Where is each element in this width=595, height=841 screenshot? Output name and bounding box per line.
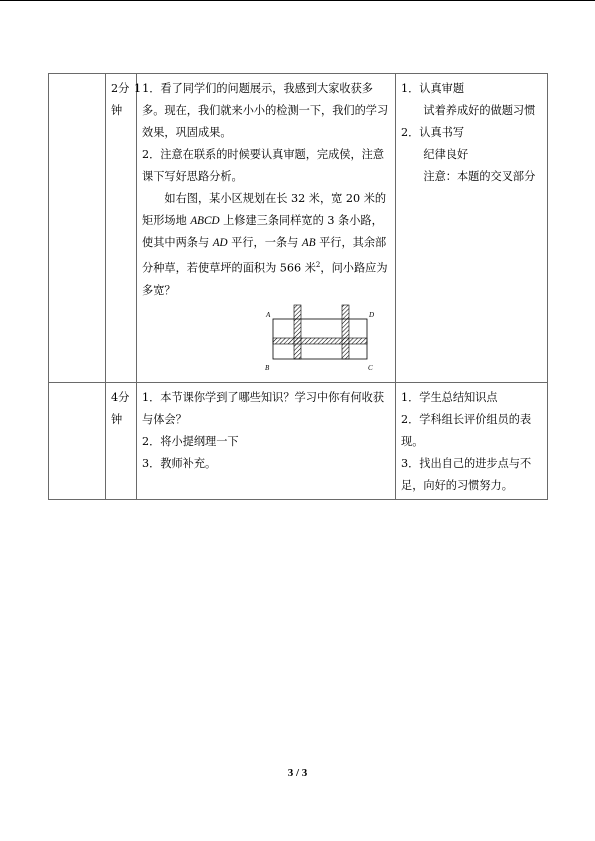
header-rule [0, 0, 595, 1]
practice-problem: 如右图，某小区规划在长 32 米，宽 20 米的矩形场地 ABCD 上修建三条同样宽的 3 条小路，使其中两条与 AD 平行，一条与 AB 平行，其余部分种草，若使草坪的面积为 566 米$^2$，问小路应为多宽？ [142, 192, 388, 297]
student-note: 1．认真审题 [401, 82, 465, 95]
vertex-label-d: D [369, 310, 374, 319]
vertical-path-right [342, 305, 349, 359]
teacher-step: 2．将小提纲理一下 [142, 434, 239, 448]
vertical-path-left [294, 305, 301, 359]
student-activity-cell [396, 74, 548, 383]
teacher-step-2: 2．注意在联系的时候要认真审题，完成侯，注意课下写好思路分析。 [142, 148, 385, 183]
time-cell [106, 74, 137, 383]
student-activity-cell [396, 382, 548, 499]
page-number: 3 / 3 [287, 767, 308, 779]
teacher-activity-cell [137, 382, 396, 499]
section-cell [49, 382, 106, 499]
lesson-plan-table [48, 73, 548, 500]
student-note: 2．学科组长评价组员的表现。 [401, 412, 532, 448]
student-note: 3．找出自己的进步点与不足，向好的习惯努力。 [401, 456, 532, 492]
teacher-step: 3．教师补充。 [142, 456, 217, 470]
teacher-step-1: 11．看了同学们的问题展示，我感到大家收获多多。现在，我们就来小小的检测一下，我们的学习效果，巩固成果。 [134, 82, 389, 139]
teacher-activity-cell [134, 74, 396, 383]
vertex-label-c: C [368, 363, 373, 372]
student-note: 试着养成好的做题习惯 [423, 104, 536, 117]
student-note: 注意：本题的交叉部分 [423, 170, 536, 183]
student-note: 1．学生总结知识点 [401, 390, 498, 404]
stray-mark: 1 [134, 82, 142, 95]
vertex-label-a: A [266, 310, 271, 319]
horizontal-path [273, 338, 367, 344]
time-cell [106, 382, 137, 499]
teacher-step: 1．本节课你学到了哪些知识？学习中你有何收获与体会？ [142, 390, 385, 426]
rectangle-path-figure [264, 304, 374, 372]
time-label: 2分钟 [111, 82, 130, 117]
table-row [49, 382, 548, 499]
student-note: 2．认真书写 [401, 126, 465, 139]
student-note: 纪律良好 [423, 148, 469, 161]
time-label: 4分钟 [111, 390, 130, 426]
section-cell [49, 74, 106, 383]
table-row [49, 74, 548, 383]
vertex-label-b: B [265, 363, 270, 372]
